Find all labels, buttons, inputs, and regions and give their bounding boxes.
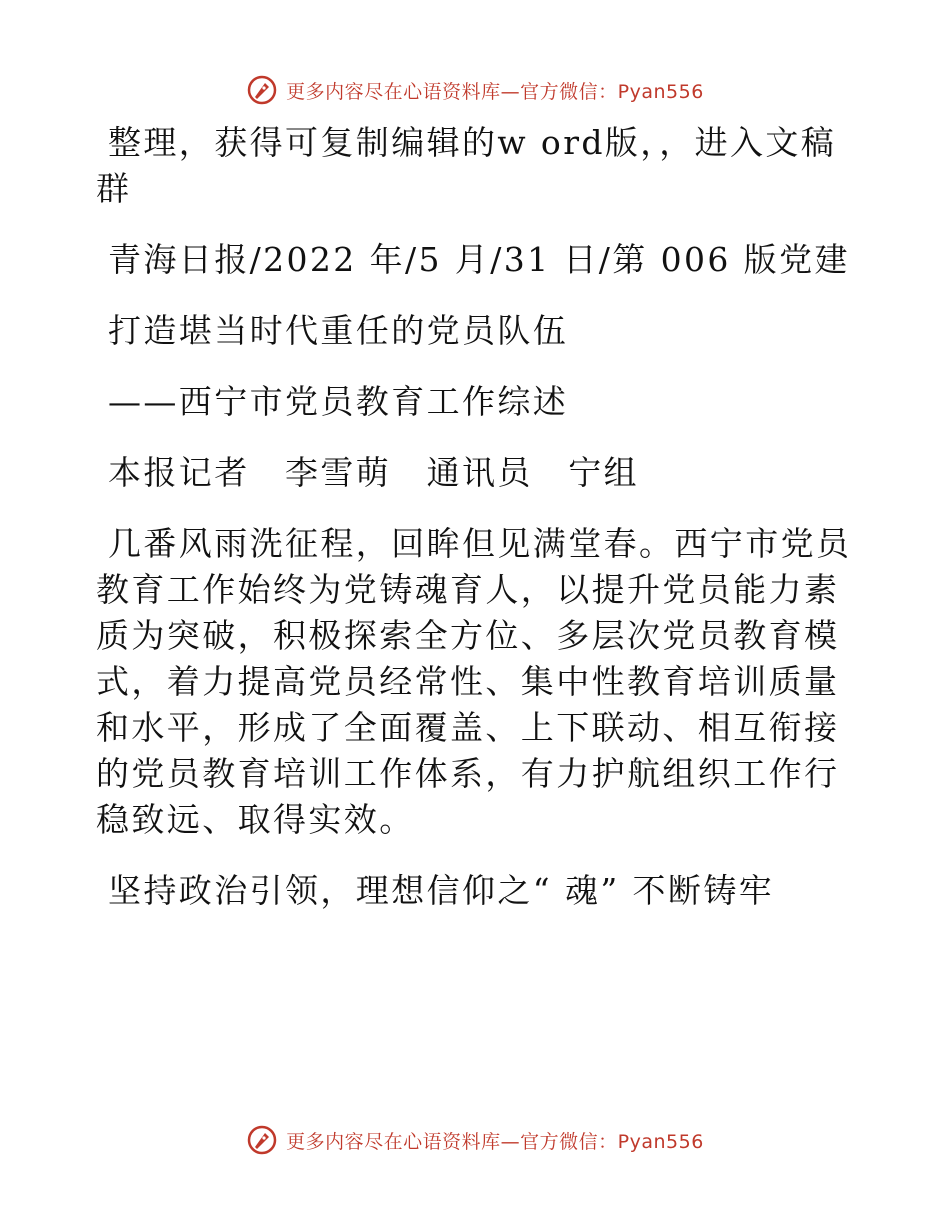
pen-nib-logo-icon — [246, 1124, 278, 1156]
byline: 本报记者 李雪萌 通讯员 宁组 — [108, 453, 639, 492]
document-body — [96, 120, 856, 939]
body-paragraph: 几番风雨洗征程，回眸但见满堂春。西宁市党员教育工作始终为党铸魂育人，以提升党员能力素质为突破，积极探索全方位、多层次党员教育模式，着力提高党员经常性、集中性教育培训质量和水平，形成了全面覆盖、上下联动、相互衔接的党员教育培训工作体系，有力护航组织工作行稳致远、取得实效。 — [96, 524, 852, 839]
article-subtitle: ——西宁市党员教育工作综述 — [108, 382, 569, 421]
footer-watermark — [0, 1122, 950, 1158]
watermark-text: 更多内容尽在心语资料库—官方微信：Pyan556 — [286, 80, 704, 103]
source-line: 青海日报/2022 年/5 月/31 日/第 006 版党建 — [108, 240, 850, 279]
article-title: 打造堪当时代重任的党员队伍 — [108, 311, 569, 350]
header-watermark — [0, 72, 950, 108]
pen-nib-logo-icon — [246, 74, 278, 106]
watermark-text: 更多内容尽在心语资料库—官方微信：Pyan556 — [286, 1130, 704, 1153]
intro-paragraph: 整理，获得可复制编辑的w ord版，，进入文稿群 — [96, 123, 837, 208]
section-heading: 坚持政治引领，理想信仰之“ 魂” 不断铸牢 — [108, 871, 775, 910]
